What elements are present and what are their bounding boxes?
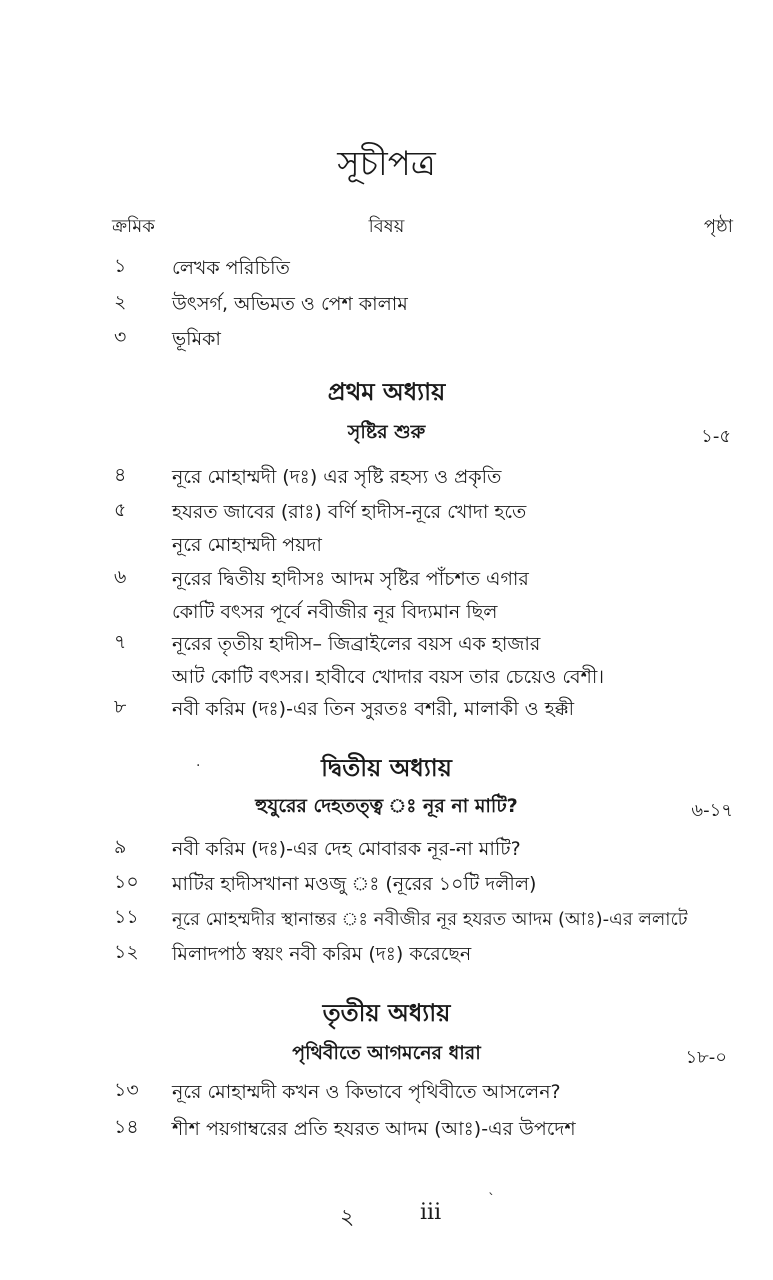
chapter-page-range: ১৮-০ xyxy=(685,1047,727,1068)
toc-entry: মিলাদপাঠ স্বয়ং নবী করিম (দঃ) করেছেন xyxy=(172,943,472,965)
chapter-page-range: ১-৫ xyxy=(701,426,731,447)
toc-number: ৮ xyxy=(114,696,127,718)
toc-number: ১৪ xyxy=(114,1116,139,1138)
toc-number: ৪ xyxy=(114,464,127,486)
toc-entry: নূরে মোহাম্মদী কখন ও কিভাবে পৃথিবীতে আসলেন? xyxy=(172,1081,561,1103)
serial-column-header: ক্রমিক xyxy=(112,216,155,237)
footer-page-number-bengali: ২ xyxy=(340,1205,355,1230)
toc-number: ৫ xyxy=(114,499,127,521)
subject-column-header: বিষয় xyxy=(368,216,405,237)
scan-speck: ˋ xyxy=(488,1192,495,1208)
toc-number: ৯ xyxy=(114,836,127,858)
footer-page-number-roman: iii xyxy=(420,1200,442,1225)
toc-number: ৩ xyxy=(114,326,127,348)
toc-entry xyxy=(172,563,732,629)
toc-entry: শীশ পয়গাম্বরের প্রতি হযরত আদম (আঃ)-এর উপদেশ xyxy=(172,1118,576,1140)
toc-entry: নূরে মোহাম্মদী (দঃ) এর সৃষ্টি রহস্য ও প্রকৃতি xyxy=(172,466,502,488)
toc-entry: মাটির হাদীসখানা মওজু ঃ (নূরের ১০টি দলীল) xyxy=(172,873,537,895)
chapter-title: তৃতীয় অধ্যায় xyxy=(322,999,451,1027)
toc-entry-line: নূরে মোহাম্মদী পয়দা xyxy=(172,534,322,556)
toc-entry: উৎসর্গ, অভিমত ও পেশ কালাম xyxy=(172,293,408,315)
scan-speck: · xyxy=(196,758,201,774)
toc-number: ১৩ xyxy=(114,1079,139,1101)
toc-number: ৬ xyxy=(114,566,127,588)
chapter-title: দ্বিতীয় অধ্যায় xyxy=(321,754,452,782)
toc-entry: ভূমিকা xyxy=(172,328,221,350)
toc-entry-line: কোটি বৎসর পূর্বে নবীজীর নূর বিদ্যমান ছিল xyxy=(172,601,498,623)
toc-entry xyxy=(172,628,732,694)
toc-number: ১২ xyxy=(114,941,139,963)
toc-entry-line: নূরের তৃতীয় হাদীস– জিব্রাইলের বয়স এক হাজার xyxy=(172,633,541,655)
toc-number: ১ xyxy=(114,255,127,277)
toc-number: ১০ xyxy=(114,871,139,893)
toc-entry: নূরে মোহম্মদীর স্থানান্তর ঃ নবীজীর নূর হযরত আদম (আঃ)-এর ললাটে xyxy=(172,909,688,930)
chapter-subtitle: হুযুরের দেহতত্ত্ব ঃ নূর না মাটি? xyxy=(255,795,518,817)
chapter-subtitle: পৃথিবীতে আগমনের ধারা xyxy=(292,1042,481,1064)
toc-number: ২ xyxy=(114,291,127,313)
toc-entry: নবী করিম (দঃ)-এর তিন সুরতঃ বশরী, মালাকী ও হক্কী xyxy=(172,698,575,720)
toc-entry: লেখক পরিচিতি xyxy=(172,257,290,279)
toc-entry xyxy=(172,496,732,562)
chapter-page-range: ৬-১৭ xyxy=(691,800,733,821)
chapter-subtitle: সৃষ্টির শুরু xyxy=(347,421,426,443)
toc-entry-line: নূরের দ্বিতীয় হাদীসঃ আদম সৃষ্টির পাঁচশত এগার xyxy=(172,568,529,590)
toc-entry-line: হযরত জাবের (রাঃ) বর্ণি হাদীস-নূরে খোদা হতে xyxy=(172,501,527,523)
toc-number: ৭ xyxy=(114,631,127,653)
page-column-header: পৃষ্ঠা xyxy=(703,216,733,237)
chapter-title: প্রথম অধ্যায় xyxy=(327,378,446,406)
toc-entry-line: আট কোটি বৎসর। হাবীবে খোদার বয়স তার চেয়েও বেশী। xyxy=(172,666,605,688)
toc-number: ১১ xyxy=(114,906,139,928)
page-title: সূচীপত্র xyxy=(337,144,436,184)
toc-entry: নবী করিম (দঃ)-এর দেহ মোবারক নূর-না মাটি? xyxy=(172,838,521,860)
